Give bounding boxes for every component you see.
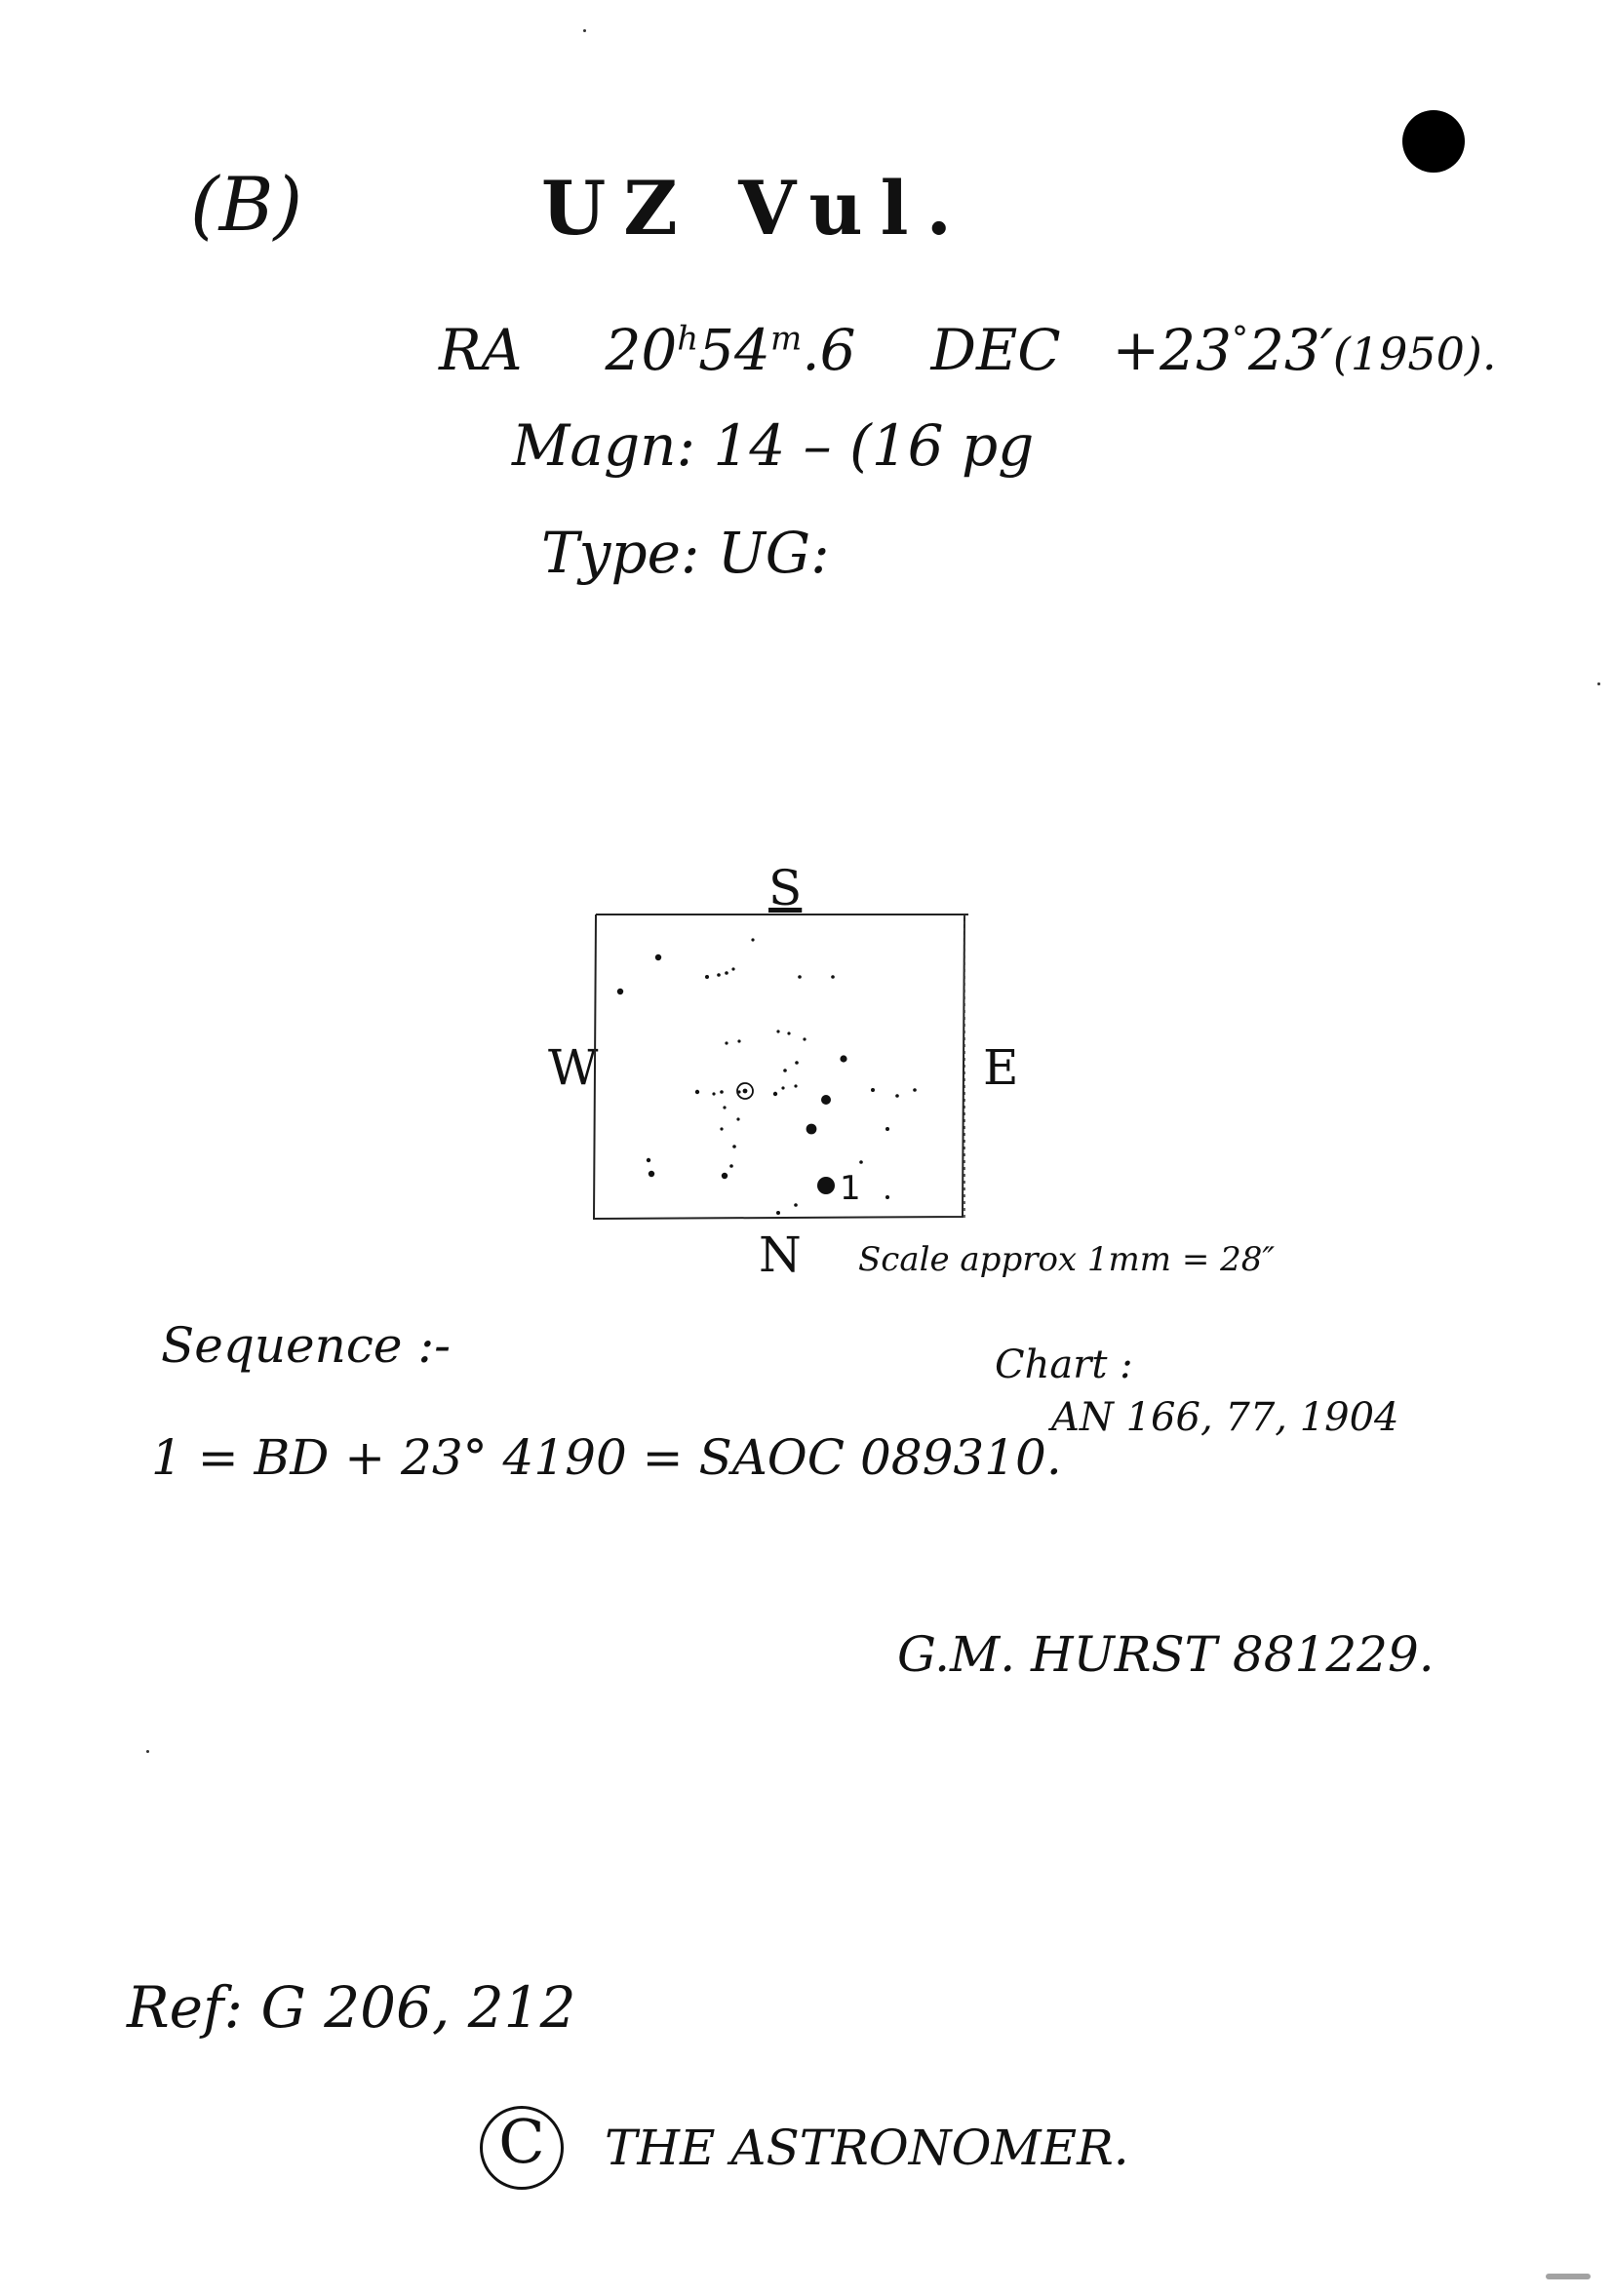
- dec-arcmin-unit: ′: [1319, 317, 1333, 383]
- star: [773, 1092, 777, 1096]
- star: [831, 975, 835, 979]
- scale-note: Scale approx 1mm = 28″: [858, 1240, 1276, 1279]
- chart-ref-source: AN 166, 77, 1904: [1051, 1395, 1399, 1440]
- sequence-heading: Sequence :-: [161, 1317, 452, 1374]
- star: [712, 1092, 715, 1095]
- star-field: [617, 938, 917, 1215]
- ra-decimal: .6: [802, 317, 856, 383]
- type-line: Type: UG:: [541, 520, 830, 586]
- star: [617, 989, 623, 994]
- star: [751, 938, 754, 941]
- star: [798, 975, 802, 979]
- star: [776, 1030, 779, 1032]
- star: [655, 954, 661, 960]
- epoch: (1950).: [1332, 328, 1497, 380]
- scan-speck: [146, 1750, 149, 1753]
- star: [806, 1124, 817, 1135]
- scan-speck: [1597, 682, 1600, 685]
- star: [732, 1145, 736, 1148]
- star: [895, 1094, 899, 1098]
- author-signature: G.M. HURST 881229.: [897, 1626, 1435, 1683]
- star: [725, 971, 728, 975]
- ra-hours-unit: h: [677, 319, 699, 359]
- star: [647, 1158, 650, 1162]
- sequence-entry: 1 = BD + 23° 4190 = SAOC 089310.: [151, 1429, 1062, 1486]
- star: [723, 1106, 726, 1109]
- sheet-label: (B): [190, 161, 303, 248]
- copyright-symbol: C: [498, 2106, 545, 2177]
- ra-label: RA: [439, 317, 523, 383]
- star: [794, 1203, 798, 1207]
- ra-minutes-unit: m: [769, 319, 803, 359]
- star: [803, 1037, 806, 1040]
- star: [722, 1173, 728, 1179]
- star: [781, 1086, 784, 1089]
- star: [736, 1117, 739, 1120]
- magnitude-line: Magn: 14 – (16 pg: [512, 412, 1035, 479]
- star: [794, 1084, 797, 1087]
- chart-label-bottom: N: [759, 1226, 802, 1283]
- dec-deg-unit: °: [1231, 319, 1248, 359]
- star-name: UZ Vul.: [541, 165, 969, 252]
- star: [737, 1039, 740, 1042]
- coordinates-line: [439, 317, 1497, 383]
- star: [729, 1164, 733, 1168]
- chart-label-right: E: [983, 1039, 1019, 1096]
- comparison-star-label: 1: [840, 1169, 861, 1208]
- star: [795, 1061, 799, 1065]
- star: [649, 1171, 654, 1177]
- star: [859, 1160, 863, 1164]
- star: [787, 1031, 790, 1034]
- dec-label: DEC: [930, 317, 1061, 383]
- scan-smudge: [1546, 2274, 1591, 2279]
- star: [885, 1127, 889, 1131]
- copyright-text: THE ASTRONOMER.: [605, 2120, 1129, 2176]
- dec-arcmin: 23: [1247, 317, 1320, 383]
- star: [821, 1095, 831, 1105]
- reference-line: Ref: G 206, 212: [127, 1974, 576, 2041]
- comparison-star-1: [817, 1177, 835, 1194]
- star: [840, 1055, 846, 1062]
- chart-ref-heading: Chart :: [995, 1343, 1133, 1387]
- finder-chart: [531, 868, 980, 1238]
- scan-speck: [583, 29, 586, 32]
- corner-dot: [1402, 110, 1465, 173]
- star: [776, 1211, 780, 1215]
- star: [725, 1041, 728, 1044]
- ra-hours: 20: [605, 317, 678, 383]
- star: [720, 1127, 723, 1130]
- chart-label-top: S: [768, 860, 803, 916]
- star: [717, 973, 721, 977]
- star: [705, 975, 709, 979]
- chart-label-left: W: [548, 1039, 599, 1096]
- star: [720, 1090, 724, 1094]
- star: [885, 1195, 889, 1199]
- star: [695, 1090, 699, 1094]
- star: [731, 967, 734, 970]
- star: [783, 1069, 787, 1072]
- star: [871, 1088, 875, 1092]
- star: [913, 1088, 917, 1092]
- variable-star: [743, 1089, 748, 1094]
- dec-value: +23: [1112, 317, 1232, 383]
- ra-minutes: 54: [698, 317, 770, 383]
